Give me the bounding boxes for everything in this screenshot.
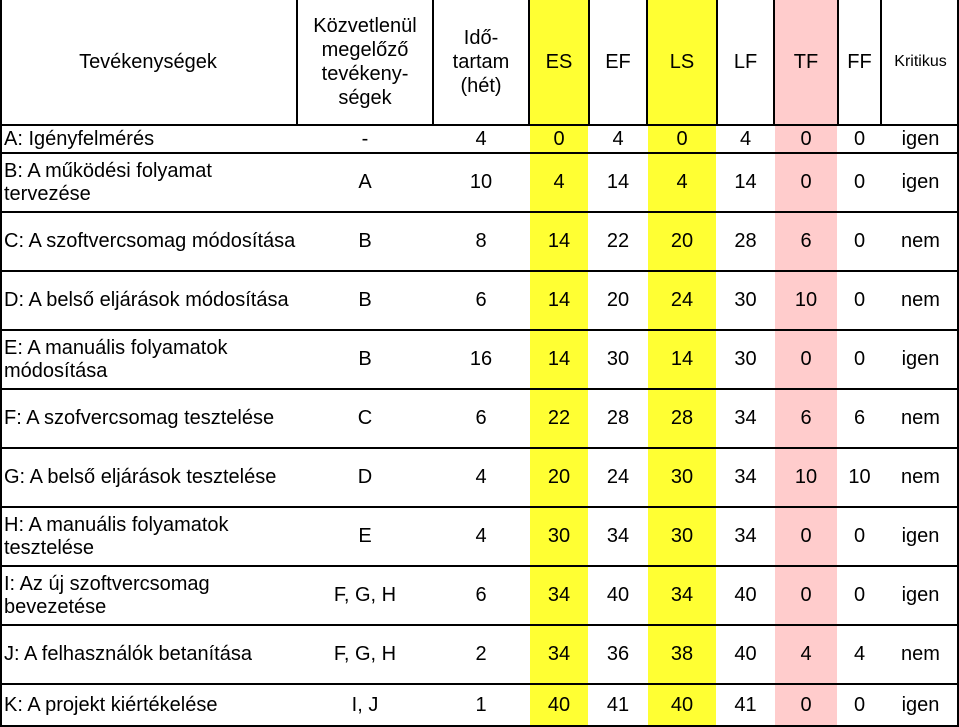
row-ef: 28 — [606, 407, 630, 429]
row-tf: 6 — [800, 230, 812, 252]
header-ls: LS — [669, 51, 695, 73]
row-ls: 24 — [670, 289, 694, 311]
row-tf: 10 — [794, 466, 818, 488]
row-dur: 6 — [475, 289, 487, 311]
header-predecessors: Közvetlenül megelőző tevékeny-ségek — [313, 15, 417, 109]
header-ef: EF — [605, 51, 631, 73]
ls-col-divider — [716, 0, 718, 124]
row-ef: 20 — [606, 289, 630, 311]
row-crit: nem — [901, 289, 940, 311]
row-lf: 41 — [734, 693, 757, 716]
row-dur: 6 — [475, 407, 487, 429]
row-crit: igen — [901, 127, 940, 150]
lf-col-divider — [773, 0, 775, 124]
row-activity: G: A belső eljárások tesztelése — [4, 466, 277, 488]
row-activity: A: Igényfelmérés — [4, 127, 155, 150]
activity-col-divider — [296, 0, 298, 124]
row-lf: 34 — [734, 466, 757, 488]
row-pred: F, G, H — [333, 584, 397, 606]
row-activity: H: A manuális folyamatok tesztelése — [4, 513, 229, 559]
row-dur: 4 — [475, 525, 487, 547]
row-ff: 0 — [853, 171, 866, 193]
row-ff: 0 — [853, 127, 866, 150]
row-ff: 0 — [853, 525, 866, 547]
row-lf: 40 — [734, 643, 757, 665]
header-tf: TF — [793, 51, 819, 73]
row-lf: 34 — [734, 407, 757, 429]
row-activity: E: A manuális folyamatok módosítása — [4, 336, 228, 382]
row-tf: 4 — [800, 643, 812, 665]
row-lf: 30 — [734, 348, 757, 370]
row-lf: 40 — [734, 584, 757, 606]
header-ff: FF — [847, 51, 872, 73]
header-activity: Tevékenységek — [79, 51, 217, 73]
row-ls: 0 — [676, 127, 688, 150]
row-ff: 0 — [853, 693, 866, 716]
row-tf: 0 — [800, 171, 812, 193]
row-tf: 10 — [794, 289, 818, 311]
row-lf: 28 — [734, 230, 757, 252]
row-pred: E — [358, 525, 372, 547]
row-crit: nem — [901, 466, 940, 488]
row-es: 34 — [547, 584, 571, 606]
row-es: 4 — [553, 171, 565, 193]
row-pred: A — [358, 171, 372, 193]
row-dur: 10 — [469, 171, 493, 193]
row-ls: 34 — [670, 584, 694, 606]
row-ff: 0 — [853, 584, 866, 606]
row-activity: B: A működési folyamat tervezése — [4, 159, 212, 205]
header-es: ES — [545, 51, 573, 73]
row-es: 34 — [547, 643, 571, 665]
row-activity: K: A projekt kiértékelése — [4, 693, 218, 716]
row-ls: 38 — [670, 643, 694, 665]
row-ef: 14 — [606, 171, 630, 193]
row-crit: nem — [901, 230, 940, 252]
row-ls: 14 — [670, 348, 694, 370]
row-activity: D: A belső eljárások módosítása — [4, 289, 289, 311]
row-dur: 2 — [475, 643, 487, 665]
row-activity: C: A szoftvercsomag módosítása — [4, 230, 296, 252]
row-ff: 6 — [853, 407, 866, 429]
row-pred: B — [358, 230, 372, 252]
row-dur: 1 — [475, 693, 487, 716]
row-ff: 0 — [853, 348, 866, 370]
row-crit: nem — [901, 643, 940, 665]
row-es: 22 — [547, 407, 571, 429]
row-crit: nem — [901, 407, 940, 429]
row-dur: 4 — [475, 466, 487, 488]
row-ls: 30 — [670, 466, 694, 488]
row-pred: F, G, H — [333, 643, 397, 665]
row-dur: 16 — [469, 348, 493, 370]
ef-col-divider — [646, 0, 648, 124]
row-ef: 22 — [606, 230, 630, 252]
row-es: 40 — [547, 693, 571, 716]
row-tf: 0 — [800, 693, 812, 716]
es-col-divider — [588, 0, 590, 124]
row-tf: 0 — [800, 525, 812, 547]
row-es: 30 — [547, 525, 571, 547]
row-pred: C — [357, 407, 373, 429]
row-ef: 4 — [612, 127, 624, 150]
row-crit: igen — [901, 525, 940, 547]
row-crit: igen — [901, 584, 940, 606]
row-ff: 4 — [853, 643, 866, 665]
header-critical: Kritikus — [894, 53, 947, 70]
row-crit: igen — [901, 348, 940, 370]
row-ef: 24 — [606, 466, 630, 488]
row-ls: 28 — [670, 407, 694, 429]
row-es: 14 — [547, 289, 571, 311]
row-crit: igen — [901, 171, 940, 193]
row-tf: 6 — [800, 407, 812, 429]
row-pred: I, J — [351, 693, 379, 716]
row-ff: 10 — [848, 466, 871, 488]
dur-col-divider — [528, 0, 530, 124]
header-duration: Idő-tartam (hét) — [452, 27, 510, 97]
row-es: 0 — [553, 127, 565, 150]
row-activity: F: A szofvercsomag tesztelése — [4, 407, 275, 429]
row-es: 20 — [547, 466, 571, 488]
row-ls: 20 — [670, 230, 694, 252]
row-lf: 4 — [739, 127, 752, 150]
row-ls: 4 — [676, 171, 688, 193]
tf-col-divider — [837, 0, 839, 124]
row-activity: I: Az új szoftvercsomag bevezetése — [4, 572, 210, 618]
row-activity: J: A felhasználók betanítása — [4, 643, 252, 665]
row-ef: 41 — [606, 693, 630, 716]
row-ef: 36 — [606, 643, 630, 665]
row-ls: 40 — [670, 693, 694, 716]
row-tf: 0 — [800, 584, 812, 606]
row-lf: 14 — [734, 171, 757, 193]
row-ff: 0 — [853, 289, 866, 311]
row-pred: B — [358, 348, 372, 370]
row-es: 14 — [547, 230, 571, 252]
row-lf: 30 — [734, 289, 757, 311]
row-pred: - — [361, 127, 369, 150]
pred-col-divider — [432, 0, 434, 124]
row-tf: 0 — [800, 348, 812, 370]
row-lf: 34 — [734, 525, 757, 547]
row-dur: 8 — [475, 230, 487, 252]
row-tf: 0 — [800, 127, 812, 150]
row-dur: 4 — [475, 127, 487, 150]
row-pred: B — [358, 289, 372, 311]
row-ef: 40 — [606, 584, 630, 606]
row-ef: 30 — [606, 348, 630, 370]
row-dur: 6 — [475, 584, 487, 606]
header-lf: LF — [733, 51, 758, 73]
row-es: 14 — [547, 348, 571, 370]
ff-col-divider — [880, 0, 882, 124]
row-pred: D — [357, 466, 373, 488]
row-ef: 34 — [606, 525, 630, 547]
row-ls: 30 — [670, 525, 694, 547]
row-crit: igen — [901, 693, 940, 716]
row-ff: 0 — [853, 230, 866, 252]
